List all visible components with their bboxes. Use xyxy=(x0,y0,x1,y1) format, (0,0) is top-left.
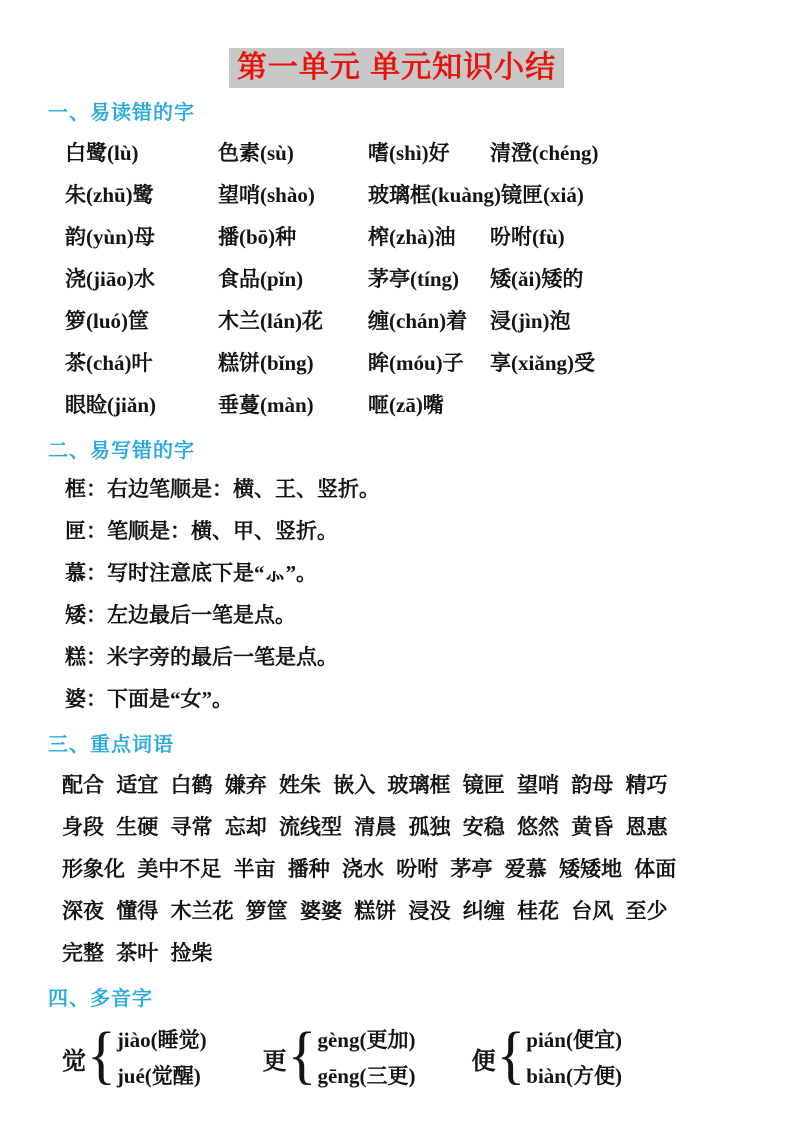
polyphone-group xyxy=(62,1022,207,1094)
word-cell: 眸(móu)子 xyxy=(368,351,464,375)
polyphone-readings xyxy=(526,1022,622,1094)
polyphone-group xyxy=(263,1022,416,1094)
page-title: 第一单元 单元知识小结 xyxy=(229,48,564,88)
polyphone-reading: gēng(三更) xyxy=(317,1064,416,1088)
stroke-note: 婆：下面是“女”。 xyxy=(65,687,233,711)
polyphone-row xyxy=(62,1022,793,1094)
word-cell: 糕饼(bǐng) xyxy=(218,351,314,375)
word-cell: 朱(zhū)鹭 xyxy=(65,183,154,207)
easily-misread-words-table xyxy=(65,132,793,426)
word-line: 完整 茶叶 捡柴 xyxy=(62,941,213,965)
polyphone-reading: jué(觉醒) xyxy=(116,1064,201,1088)
section-4-heading: 四、多音字 xyxy=(48,988,153,1010)
word-cell: 玻璃框(kuàng)镜匣(xiá) xyxy=(368,183,584,207)
word-cell: 播(bō)种 xyxy=(218,225,297,249)
word-cell: 眼睑(jiǎn) xyxy=(65,393,156,417)
word-cell: 食品(pǐn) xyxy=(218,267,304,291)
polyphone-readings xyxy=(317,1022,415,1094)
word-cell: 垂蔓(màn) xyxy=(218,393,314,417)
word-cell: 韵(yùn)母 xyxy=(65,225,155,249)
polyphone-reading: gèng(更加) xyxy=(317,1028,416,1052)
word-cell: 木兰(lán)花 xyxy=(218,309,323,333)
stroke-note: 框：右边笔顺是：横、王、竖折。 xyxy=(65,477,380,501)
word-cell: 白鹭(lù) xyxy=(65,141,139,165)
table-row xyxy=(65,300,793,342)
table-row xyxy=(65,258,793,300)
word-cell: 浸(jìn)泡 xyxy=(490,309,571,333)
word-cell: 嗜(shì)好 xyxy=(368,141,450,165)
word-cell: 清澄(chéng) xyxy=(490,141,599,165)
word-cell: 茶(chá)叶 xyxy=(65,351,153,375)
brace-glyph xyxy=(288,1020,317,1089)
title-area xyxy=(0,0,793,88)
section-2-heading: 二、易写错的字 xyxy=(48,440,195,462)
polyphone-readings xyxy=(117,1022,207,1094)
easily-miswritten-notes xyxy=(65,468,793,720)
word-cell: 矮(ǎi)矮的 xyxy=(490,267,584,291)
word-line: 身段 生硬 寻常 忘却 流线型 清晨 孤独 安稳 悠然 黄昏 恩惠 xyxy=(62,815,668,839)
table-row xyxy=(65,174,793,216)
polyphone-reading: pián(便宜) xyxy=(526,1028,622,1052)
polyphone-reading: jiào(睡觉) xyxy=(116,1028,207,1052)
word-cell: 望哨(shào) xyxy=(218,183,315,207)
stroke-note: 矮：左边最后一笔是点。 xyxy=(65,603,296,627)
polyphone-char: 便 xyxy=(471,1048,496,1075)
polyphone-char: 更 xyxy=(262,1048,287,1075)
table-row xyxy=(65,384,793,426)
section-1-heading: 一、易读错的字 xyxy=(48,102,195,124)
word-line: 配合 适宜 白鹤 嫌弃 姓朱 嵌入 玻璃框 镜匣 望哨 韵母 精巧 xyxy=(62,773,668,797)
word-cell: 榨(zhà)油 xyxy=(368,225,456,249)
word-cell: 享(xiǎng)受 xyxy=(490,351,595,375)
stroke-note: 匣：笔顺是：横、甲、竖折。 xyxy=(65,519,338,543)
word-line: 深夜 懂得 木兰花 箩筐 婆婆 糕饼 浸没 纠缠 桂花 台风 至少 xyxy=(62,899,668,923)
word-cell: 浇(jiāo)水 xyxy=(65,267,155,291)
polyphone-char: 觉 xyxy=(62,1048,86,1075)
word-cell xyxy=(490,384,793,426)
key-words-list xyxy=(62,764,753,974)
table-row xyxy=(65,132,793,174)
brace-glyph xyxy=(87,1020,116,1089)
section-3-heading: 三、重点词语 xyxy=(48,734,174,756)
word-cell: 缠(chán)着 xyxy=(368,309,468,333)
word-cell: 色素(sù) xyxy=(218,141,294,165)
stroke-note: 糕：米字旁的最后一笔是点。 xyxy=(65,645,338,669)
polyphone-group xyxy=(471,1022,622,1094)
word-cell: 吩咐(fù) xyxy=(490,225,565,249)
word-line: 形象化 美中不足 半亩 播种 浇水 吩咐 茅亭 爱慕 矮矮地 体面 xyxy=(62,857,677,881)
word-cell: 咂(zā)嘴 xyxy=(368,393,444,417)
word-cell: 箩(luó)筐 xyxy=(65,309,149,333)
table-row xyxy=(65,342,793,384)
polyphone-reading: biàn(方便) xyxy=(526,1064,622,1088)
brace-glyph xyxy=(496,1020,525,1089)
table-row xyxy=(65,216,793,258)
stroke-note: 慕：写时注意底下是“⺗”。 xyxy=(65,561,317,585)
word-cell: 茅亭(tíng) xyxy=(368,267,459,291)
